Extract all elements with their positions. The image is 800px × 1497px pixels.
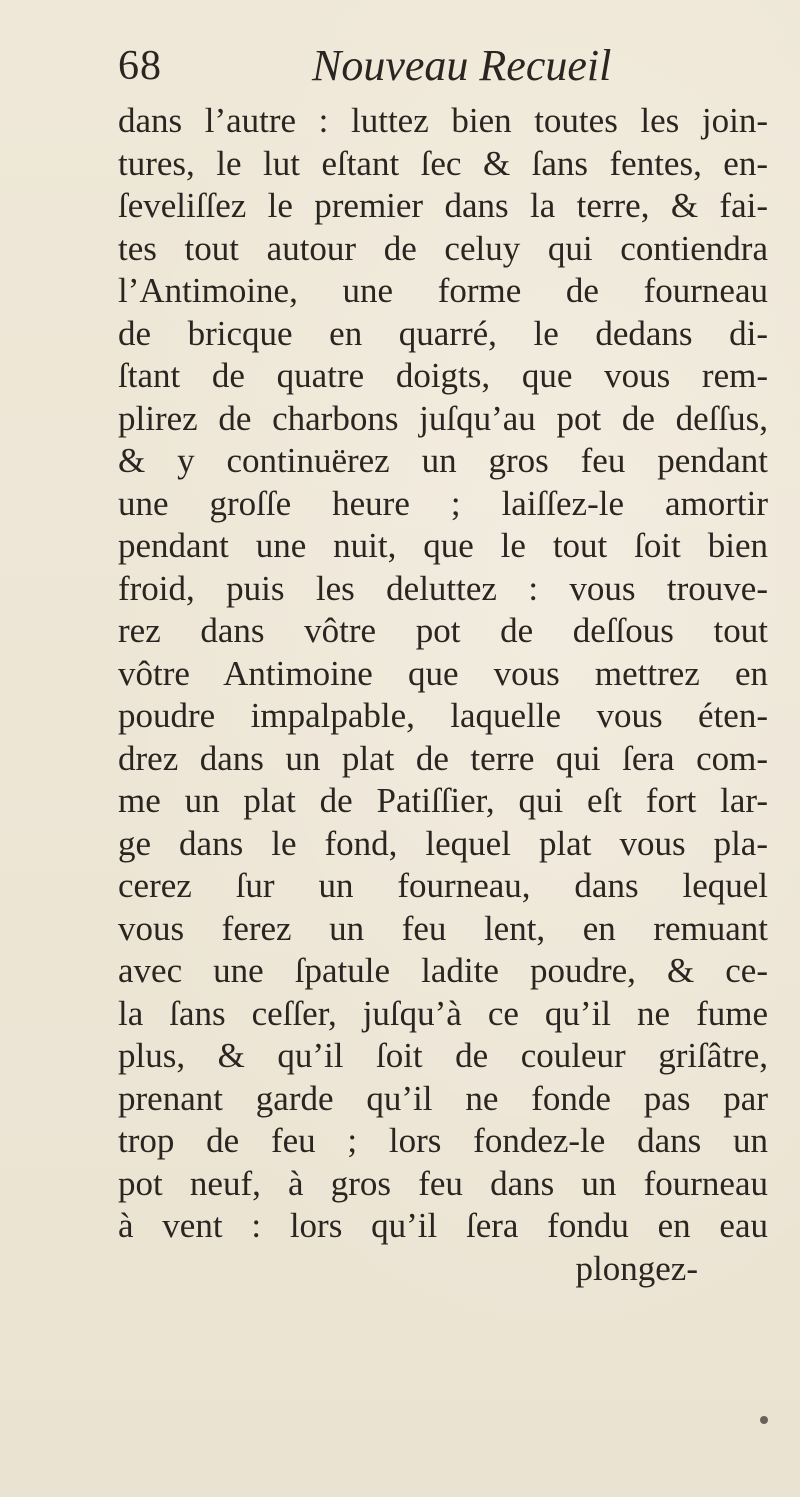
text-line: tures, le lut eſtant ſec & ſans fentes, en- [118, 143, 768, 183]
text-line: dans l’autre : luttez bien toutes les join- [118, 101, 768, 140]
text-line: pendant une nuit, que le tout ſoit bien [118, 526, 768, 565]
text-line: rez dans vôtre pot de deſſous tout [118, 611, 768, 650]
text-line: ge dans le fond, lequel plat vous pla- [118, 823, 768, 863]
text-line: une groſſe heure ; laiſſez-le amortir [118, 483, 768, 523]
text-line: tes tout autour de celuy qui contiendra [118, 228, 768, 268]
text-line: avec une ſpatule ladite poudre, & ce- [118, 951, 768, 990]
text-line: plus, & qu’il ſoit de couleur griſâtre, [118, 1036, 768, 1075]
text-line: ſeveliſſez le premier dans la terre, & fai- [118, 186, 768, 225]
text-line: poudre impalpable, laquelle vous éten- [118, 696, 768, 735]
body-text [118, 100, 768, 1290]
running-title: Nouveau Recueil [312, 41, 612, 90]
catchword: plongez- [575, 1248, 698, 1288]
text-line: la ſans ceſſer, juſqu’à ce qu’il ne fume [118, 993, 768, 1033]
page-number: 68 [118, 43, 162, 89]
text-line: de bricque en quarré, le dedans di- [118, 313, 768, 353]
text-line: à vent : lors qu’il ſera fondu en eau [118, 1206, 768, 1245]
text-line: pot neuf, à gros feu dans un fourneau [118, 1163, 768, 1203]
catchword-line [118, 1248, 768, 1291]
page-header [118, 40, 758, 100]
text-line: prenant garde qu’il ne fonde pas par [118, 1078, 768, 1118]
text-line: l’Antimoine, une forme de fourneau [118, 271, 768, 310]
text-line: vôtre Antimoine que vous mettrez en [118, 653, 768, 693]
text-line: & y continuërez un gros feu pendant [118, 441, 768, 480]
text-line: froid, puis les deluttez : vous trouve- [118, 568, 768, 608]
text-line: cerez ſur un fourneau, dans lequel [118, 866, 768, 905]
text-line: vous ferez un feu lent, en remuant [118, 908, 768, 948]
text-line: drez dans un plat de terre qui ſera com- [118, 738, 768, 778]
text-line: trop de feu ; lors fondez-le dans un [118, 1121, 768, 1160]
text-line: plirez de charbons juſqu’au pot de deſſus, [118, 398, 768, 438]
text-line: me un plat de Patiſſier, qui eſt fort lar- [118, 781, 768, 820]
ink-speck [760, 1416, 768, 1424]
text-line: ſtant de quatre doigts, que vous rem- [118, 356, 768, 395]
